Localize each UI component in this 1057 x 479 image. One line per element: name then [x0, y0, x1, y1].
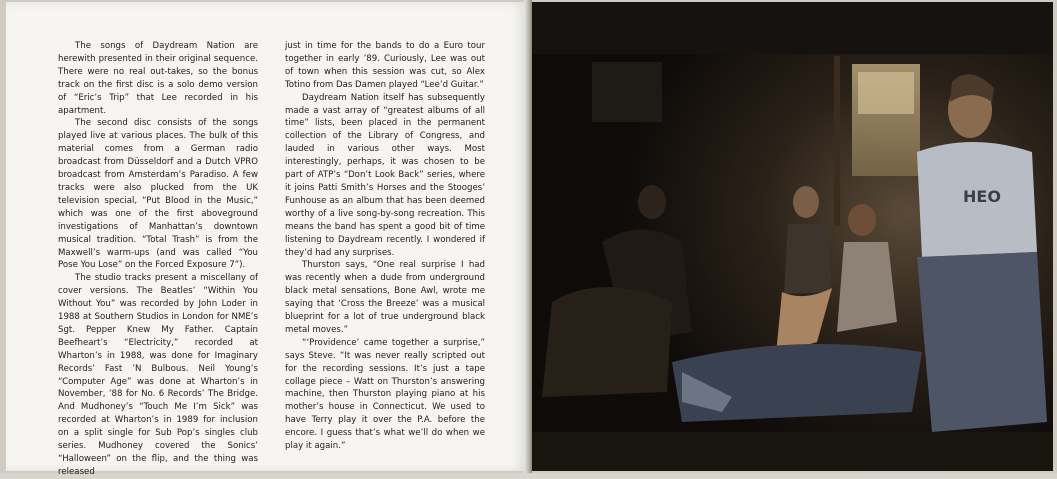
paragraph: The studio tracks present a miscellany of cover versions. The Beatles’ “Within You Without You” was recorded by John Loder in 1988 at Southern Studios in London for NME’s Sgt. Pepper Knew My Father. Captain Beefheart’s “Electricity,” recorded at Wharton’s in 1988, was done for Imaginary Records’ Fast ’N Bulbous. Neil Young’s “Computer Age” was done at Wharton’s in November, ’88 for No. 6 Records’ The Bridge. And Mudhoney’s “Touch Me I’m Sick” was recorded at Wharton’s in 1989 for inclusion on a split single for Sub Pop’s singles club series. Mudhoney covered the Sonics’ “Halloween” on the flip, and the thing was released: [58, 273, 258, 477]
text-page: [6, 2, 526, 477]
paragraph: The second disc consists of the songs played live at various places. The bulk of this material comes from a German radio broadcast from Düsseldorf and a Dutch VPRO broadcast from Amsterdam’s Paradiso. A few tracks were also plucked from the UK television special, “Put Blood in the Music,” which was one of the first aboveground investigations of Manhattan’s downtown musical tradition. “Total Trash” is from the Maxwell’s warm-ups (and was called “You Pose You Lose” on the Forced Exposure 7”).: [58, 118, 258, 271]
paragraph: Daydream Nation itself has subsequently made a vast array of “greatest albums of all time” lists, been placed in the permanent collection of the Library of Congress, and lauded in various other ways. Most interestingly, perhaps, it was chosen to be part of ATP’s “Don’t Look Back” series, where it joins Patti Smith’s Horses and the Stooges’ Funhouse as an album that has been deemed worthy of a live song-by-song recreation. This means the band has spent a good bit of time listening to Daydream recently. I wondered if they’d had any surprises.: [285, 92, 485, 258]
figure-legs-foreground: [672, 344, 922, 422]
top-dark-band: [532, 2, 1053, 54]
text-column-2: [285, 40, 485, 453]
paragraph: just in time for the bands to do a Euro tour together in early ’89. Curiously, Lee was out of town when this session was cut, so Alex Totino from Das Damen played “Lee’d Guitar.”: [285, 41, 485, 90]
tshirt-print: HEO: [963, 187, 1001, 206]
paragraph: “‘Providence’ came together a surprise,” says Steve. “It was never really scripted out for the recording sessions. It’s just a tape collage piece – Watt on Thurston’s answering machine, then Thurston playing piano at his mother’s house in Connecticut. We used to have Terry play it over the P.A. before the encore. I guess that’s what we’ll do when we play it again.”: [285, 337, 485, 452]
paragraph: Thurston says, “One real surprise I had was recently when a dude from underground black metal sensations, Bone Awl, wrote me saying that ‘Cross the Breeze’ was a musical blueprint for a lot of true underground black metal moves.”: [285, 260, 485, 335]
band-photo: [532, 2, 1053, 471]
text-column-1: [58, 40, 258, 479]
photo-page: [532, 2, 1053, 471]
booklet-gutter: [524, 0, 532, 473]
paragraph: The songs of Daydream Nation are herewith presented in their original sequence. There were no real out-takes, so the bonus track on the first disc is a solo demo version of “Eric’s Trip” that Lee recorded in his apartment.: [58, 41, 258, 116]
